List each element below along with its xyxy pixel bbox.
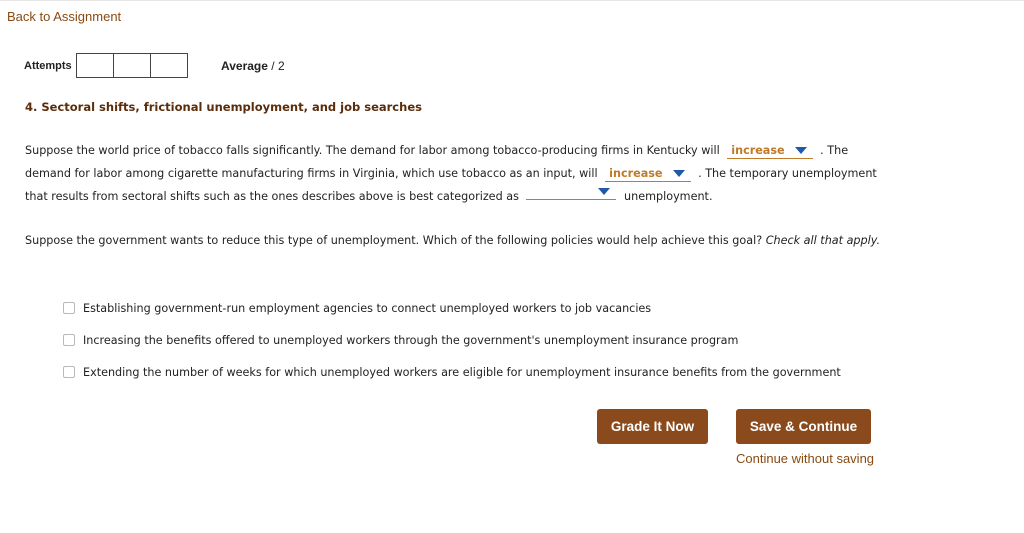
attempt-box — [77, 54, 114, 77]
policy-option-label: Establishing government-run employment agencies to connect unemployed workers to job vacancies — [83, 301, 652, 315]
question-title: 4. Sectoral shifts, frictional unemployment, and job searches — [25, 100, 422, 114]
policy-option-label: Extending the number of weeks for which unemployed workers are eligible for unemployment insurance benefits from the government — [83, 365, 841, 379]
attempt-box — [114, 54, 151, 77]
caret-down-icon — [598, 188, 610, 195]
para1-text-c: . The temporary unemployment that results from sectoral shifts such as the ones describes above is best categorized as — [25, 166, 877, 203]
checkbox[interactable] — [63, 366, 75, 378]
dropdown-value: increase — [731, 144, 785, 157]
question-paragraph-2 — [25, 230, 895, 253]
attempt-box — [151, 54, 187, 77]
policy-option-label: Increasing the benefits offered to unemployed workers through the government's unemployment insurance program — [83, 333, 739, 347]
para1-text-d: unemployment. — [624, 190, 713, 203]
para1-text-a: Suppose the world price of tobacco falls significantly. The demand for labor among tobacco-producing firms in Kentucky will — [25, 144, 720, 157]
attempts-row — [24, 53, 188, 78]
checkbox[interactable] — [63, 334, 75, 346]
caret-down-icon — [673, 170, 685, 177]
labor-demand-virginia-dropdown[interactable] — [605, 167, 690, 182]
labor-demand-kentucky-dropdown[interactable] — [727, 144, 812, 159]
policy-option[interactable] — [63, 356, 841, 388]
dropdown-value: increase — [609, 166, 663, 180]
attempt-boxes — [76, 53, 188, 78]
policy-option[interactable] — [63, 324, 841, 356]
grade-it-now-button[interactable]: Grade It Now — [597, 409, 708, 444]
continue-without-saving-link[interactable]: Continue without saving — [736, 451, 875, 466]
para1-text-b: . The demand for labor among cigarette manufacturing firms in Virginia, which use tobacco as an input, will — [25, 144, 849, 180]
unemployment-type-dropdown[interactable] — [526, 185, 616, 200]
para2-instruction: Check all that apply. — [765, 234, 881, 247]
average-score — [221, 59, 285, 73]
policy-options-list — [63, 292, 841, 388]
policy-option[interactable] — [63, 292, 841, 324]
average-separator: / — [271, 59, 275, 73]
save-and-continue-button[interactable]: Save & Continue — [736, 409, 871, 444]
average-label: Average — [221, 59, 268, 73]
attempts-label: Attempts — [24, 59, 72, 72]
top-divider — [0, 0, 1024, 1]
back-to-assignment-link[interactable]: Back to Assignment — [7, 9, 122, 24]
question-paragraph-1 — [25, 140, 895, 209]
para2-text: Suppose the government wants to reduce this type of unemployment. Which of the following policies would help achieve this goal? — [25, 234, 763, 247]
caret-down-icon — [795, 147, 807, 154]
average-total: 2 — [277, 59, 285, 73]
checkbox[interactable] — [63, 302, 75, 314]
